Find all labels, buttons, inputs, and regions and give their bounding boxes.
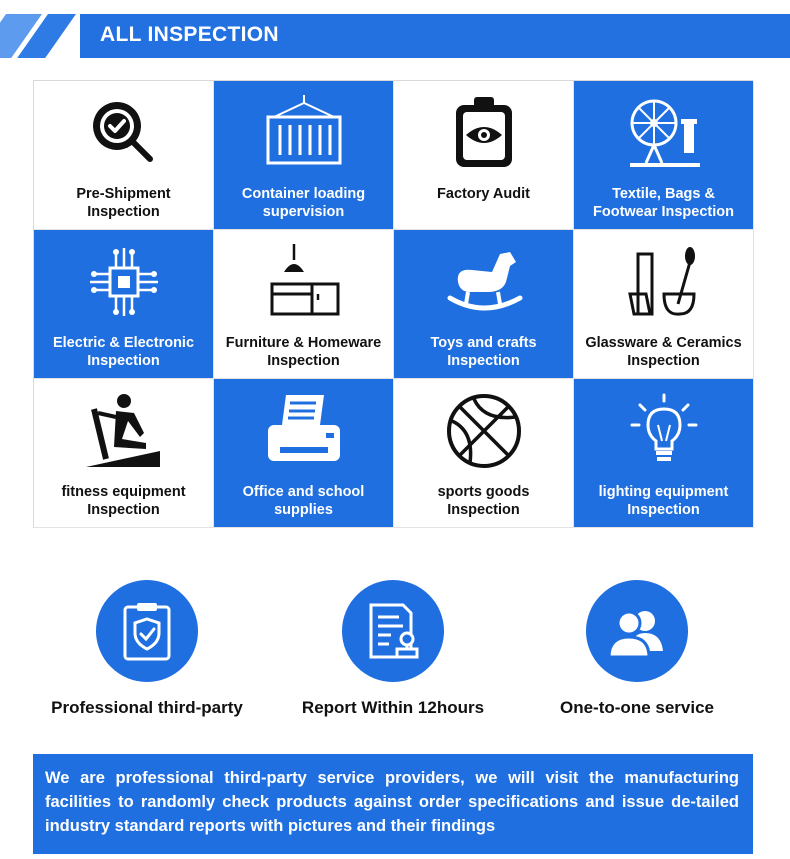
shield-clipboard-icon — [117, 601, 177, 661]
feature-circle — [96, 580, 198, 682]
category-lighting-equipment[interactable]: lighting equipment Inspection — [574, 379, 754, 528]
category-office-school[interactable]: Office and school supplies — [214, 379, 394, 528]
category-furniture-homeware[interactable]: Furniture & Homeware Inspection — [214, 230, 394, 379]
circuit-chip-icon — [84, 242, 164, 322]
fitness-rower-icon — [84, 391, 164, 471]
light-bulb-icon — [624, 391, 704, 471]
users-icon — [607, 601, 667, 661]
shipping-container-icon — [264, 93, 344, 173]
lamp-furniture-icon — [264, 242, 344, 322]
glassware-icon — [624, 242, 704, 322]
category-pre-shipment[interactable]: Pre-Shipment Inspection — [34, 81, 214, 230]
category-sports-goods[interactable]: sports goods Inspection — [394, 379, 574, 528]
feature-label: Professional third-party — [51, 698, 243, 717]
feature-label: Report Within 12hours — [301, 698, 485, 717]
header-banner — [0, 14, 790, 58]
description-box — [33, 754, 753, 854]
spinning-wheel-icon — [624, 93, 704, 173]
category-electric-electronic[interactable]: Electric & Electronic Inspection — [34, 230, 214, 379]
feature-professional — [27, 580, 267, 718]
category-factory-audit[interactable]: Factory Audit — [394, 81, 574, 230]
description-text: We are professional third-party service providers, we will visit the manufacturing facilities to randomly check products against order specifications and issue de-tailed industry standard reports with pictures and their findings — [45, 769, 739, 835]
feature-circle — [342, 580, 444, 682]
feature-circle — [586, 580, 688, 682]
clipboard-eye-icon — [444, 93, 524, 173]
feature-report — [273, 580, 513, 718]
category-glassware-ceramics[interactable]: Glassware & Ceramics Inspection — [574, 230, 754, 379]
inspection-grid — [33, 80, 753, 528]
basketball-icon — [444, 391, 524, 471]
rocking-horse-icon — [444, 242, 524, 322]
category-fitness-equipment[interactable]: fitness equipment Inspection — [34, 379, 214, 528]
category-container-loading[interactable]: Container loading supervision — [214, 81, 394, 230]
page-title: ALL INSPECTION — [100, 23, 279, 46]
magnifier-check-icon — [84, 93, 164, 173]
category-textile-bags-footwear[interactable]: Textile, Bags & Footwear Inspection — [574, 81, 754, 230]
feature-one-to-one — [517, 580, 757, 718]
category-toys-crafts[interactable]: Toys and crafts Inspection — [394, 230, 574, 379]
printer-icon — [264, 391, 344, 471]
report-stamp-icon — [363, 601, 423, 661]
feature-label: One-to-one service — [560, 698, 714, 717]
